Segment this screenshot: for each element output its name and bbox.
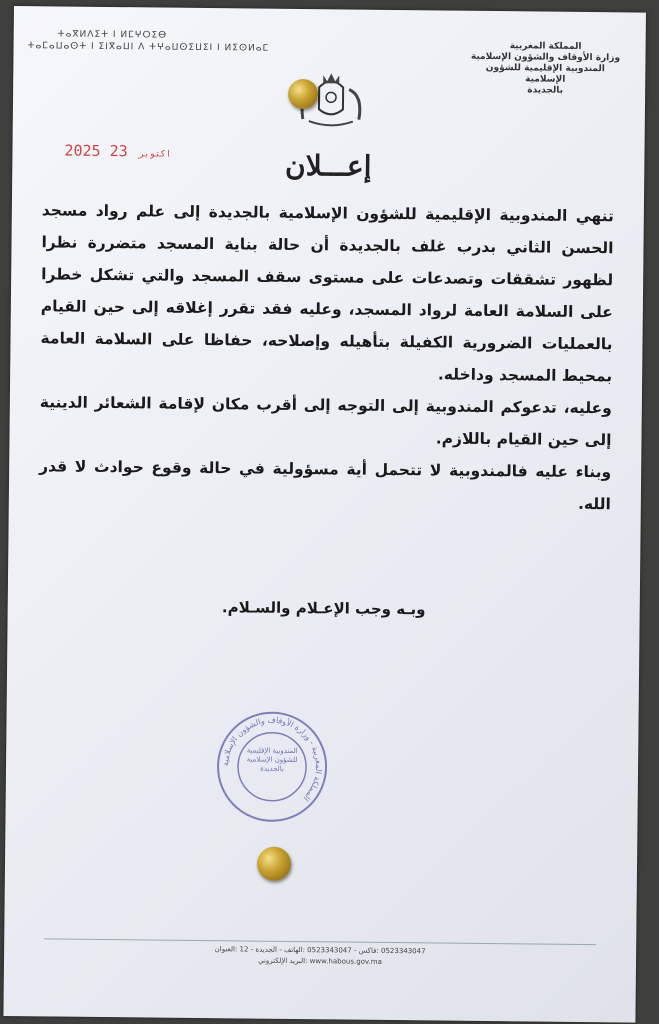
closing-line: وبـه وجب الإعـلام والسـلام. — [221, 598, 426, 619]
notice-title: إعـــلان — [284, 148, 372, 183]
date-year: 2025 — [64, 141, 101, 160]
bottom-pin — [257, 847, 291, 881]
tifinagh-header — [28, 28, 270, 55]
footer-line-1: 0523343047 :فاكس - 0523343047 :الهاتف - الجديدة - 12 :العنوان — [214, 945, 426, 956]
stamp-center-text: المندوبية الإقليمية للشؤون الإسلامية بالجديدة — [246, 746, 298, 773]
header-line-kingdom: المملكة المغربية — [509, 41, 582, 52]
notice-body — [39, 194, 614, 520]
body-paragraph-1: تنهي المندوبية الإقليمية للشؤون الإسلامية بالجديدة إلى علم رواد مسجد الحسن الثاني بدرب غلف بالجديدة أن حالة بناية المسجد متضررة نظرا لظهور تشققات وتصدعات على مستوى سقف المسجد والتي تشكل خطرا على السلامة العامة لرواد المسجد، وعليه فقد تقرر إغلاقه إلى حين القيام بالعمليات الضرورية الكفيلة بتأهيله وإصلاحه، حفاظا على السلامة العامة بمحيط المسجد وداخله. — [40, 201, 614, 386]
header-line-city: بالجديدة — [527, 85, 564, 96]
body-paragraph-3: وبناء عليه فالمندوبية لا تتحمل أية مسؤولية في حالة وقوع حوادث لا قدر الله. — [39, 457, 612, 514]
top-pin — [288, 79, 318, 109]
stamp-ring-text: المملكة المغربية - وزارة الأوقاف والشؤون الإسلامية — [221, 715, 324, 803]
ministry-header — [465, 41, 626, 98]
notice-paper — [3, 6, 646, 1023]
date-day: 23 — [109, 142, 128, 161]
official-stamp — [213, 708, 330, 825]
body-paragraph-2: وعليه، تدعوكم المندوبية إلى التوجه إلى أقرب مكان لإقامة الشعائر الدينية إلى حين القيام باللازم. — [39, 393, 612, 450]
footer-contact — [44, 942, 596, 970]
tifinagh-line-1: ⵜⴰⴳⵍⴷⵉⵜ ⵏ ⵍⵎⵖⵔⵉⴱ — [57, 29, 168, 41]
header-line-delegation: المندوبية الإقليمية للشؤون الإسلامية — [485, 62, 605, 85]
tifinagh-line-2: ⵜⴰⵎⴰⵡⴰⵙⵜ ⵏ ⵉⵏⴳⴰⵡⵏ ⴷ ⵜⵖⴰⵡⵙⵉⵡⵉⵏ ⵏ ⵍⵉⵙⵍⴰⵎ — [27, 41, 270, 54]
header-line-ministry: وزارة الأوقاف والشؤون الإسلامية — [470, 51, 621, 64]
date-month: اكتوبر — [138, 149, 172, 160]
footer-line-2: www.habous.gov.ma :البريد الإلكتروني — [258, 956, 382, 966]
